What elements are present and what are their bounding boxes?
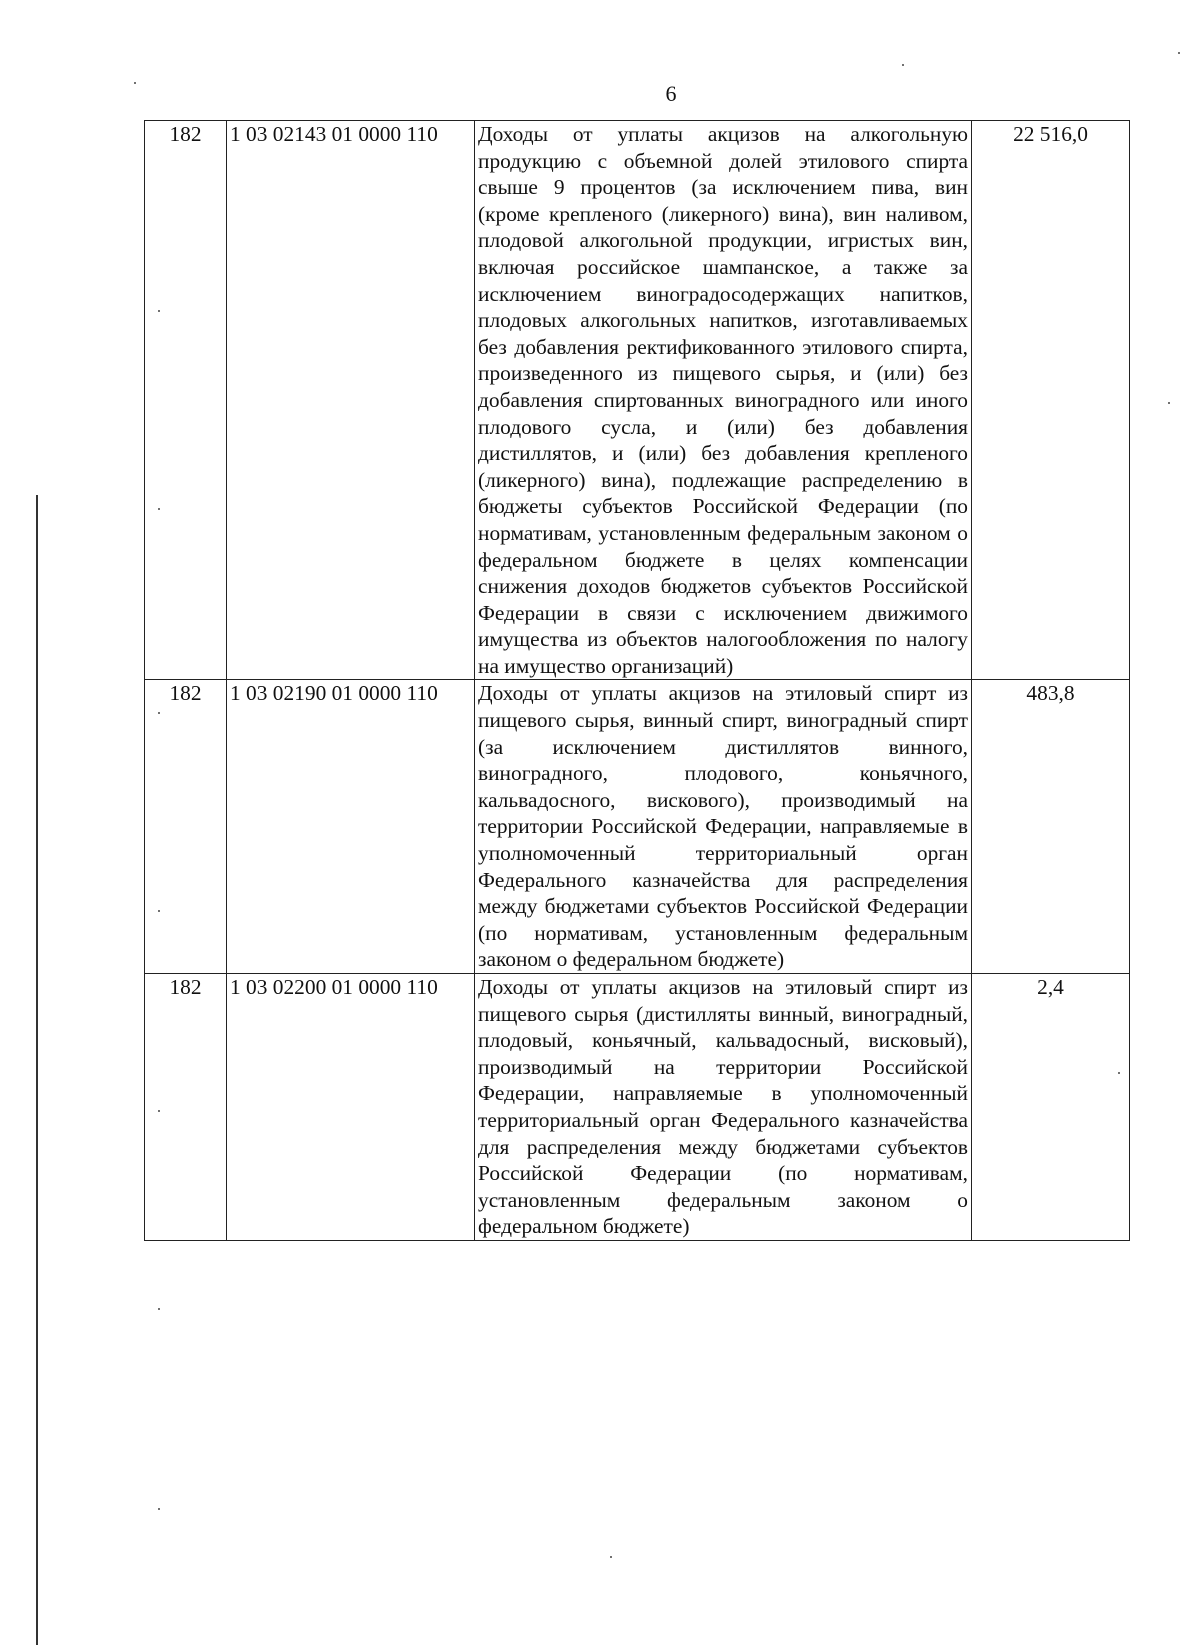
- admin-code-cell: 182: [145, 680, 227, 974]
- scan-speck: [158, 1110, 160, 1112]
- scan-speck: [158, 310, 160, 312]
- amount-cell: 22 516,0: [972, 121, 1130, 680]
- description-cell: Доходы от уплаты акцизов на этиловый спирт из пищевого сырья (дистилляты винный, виноградный, плодовый, коньячный, кальвадосный, висковый), производимый на территории Российской Федерации, направляемые в уполномоченный территориальный орган Федерального казначейства для распределения между бюджетами субъектов Российской Федерации (по нормативам, установленным федеральным законом о федеральном бюджете): [475, 974, 972, 1241]
- budget-code-cell: 1 03 02143 01 0000 110: [227, 121, 475, 680]
- description-cell: Доходы от уплаты акцизов на этиловый спирт из пищевого сырья, винный спирт, виноградный спирт (за исключением дистиллятов винного, виноградного, плодового, коньячного, кальвадосного, вискового), производимый на территории Российской Федерации, направляемые в уполномоченный территориальный орган Федерального казначейства для распределения между бюджетами субъектов Российской Федерации (по нормативам, установленным федеральным законом о федеральном бюджете): [475, 680, 972, 974]
- scan-speck: [158, 1508, 160, 1510]
- amount-cell: 483,8: [972, 680, 1130, 974]
- scan-speck: [1178, 52, 1180, 54]
- scan-speck: [1118, 1072, 1120, 1074]
- scan-margin-line: [36, 495, 38, 1645]
- scan-speck: [158, 1308, 160, 1310]
- scan-speck: [134, 82, 136, 84]
- scan-speck: [902, 64, 904, 66]
- budget-code-cell: 1 03 02200 01 0000 110: [227, 974, 475, 1241]
- scan-speck: [1168, 402, 1170, 404]
- table-row: [145, 974, 1130, 1241]
- description-cell: Доходы от уплаты акцизов на алкогольную продукцию с объемной долей этилового спирта свыше 9 процентов (за исключением пива, вин (кроме крепленого (ликерного) вина), вин наливом, плодовой алкогольной продукции, игристых вин, включая российское шампанское, а также за исключением виноградосодержащих напитков, плодовых алкогольных напитков, изготавливаемых без добавления ректификованного этилового спирта, произведенного из пищевого сырья, и (или) без добавления спиртованных виноградного или иного плодового сусла, и (или) без добавления дистиллятов, и (или) без добавления крепленого (ликерного) вина), подлежащие распределению в бюджеты субъектов Российской Федерации (по нормативам, установленным федеральным законом о федеральном бюджете в целях компенсации снижения доходов бюджетов субъектов Российской Федерации в связи с исключением движимого имущества из объектов налогообложения по налогу на имущество организаций): [475, 121, 972, 680]
- admin-code-cell: 182: [145, 974, 227, 1241]
- scan-speck: [610, 1556, 612, 1558]
- table-row: [145, 121, 1130, 680]
- scan-speck: [158, 910, 160, 912]
- page-number: 6: [665, 81, 677, 106]
- amount-cell: 2,4: [972, 974, 1130, 1241]
- admin-code-cell: 182: [145, 121, 227, 680]
- scan-speck: [158, 712, 160, 714]
- table-row: [145, 680, 1130, 974]
- scan-speck: [158, 508, 160, 510]
- budget-code-cell: 1 03 02190 01 0000 110: [227, 680, 475, 974]
- revenue-table: [144, 120, 1130, 1241]
